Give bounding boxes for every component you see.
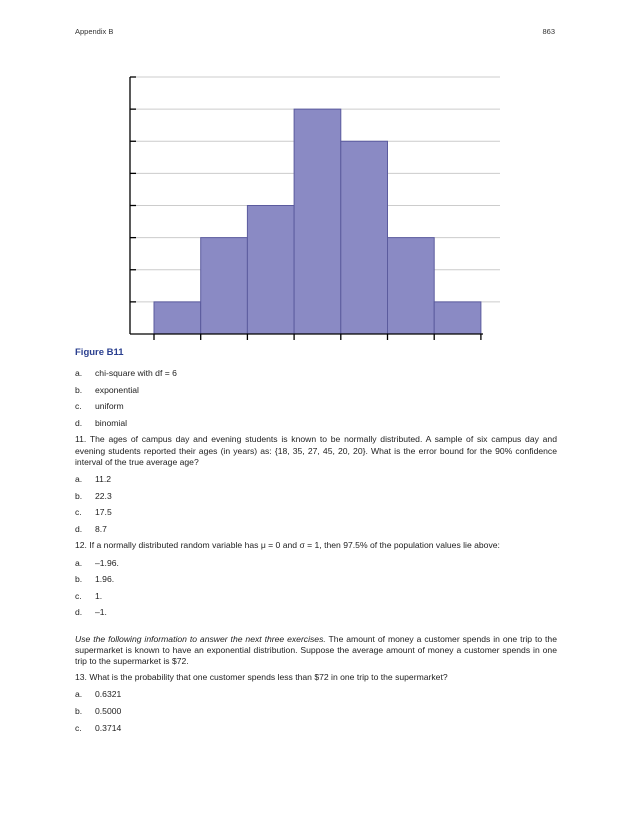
option-text: 22.3	[95, 490, 112, 501]
histogram-bar	[388, 238, 435, 334]
figure-caption: Figure B11	[75, 347, 124, 358]
q10-option-a	[75, 368, 557, 379]
option-letter: a.	[75, 473, 83, 484]
option-letter: d.	[75, 607, 83, 618]
option-text: chi-square with df = 6	[95, 368, 177, 378]
q12-option-a	[75, 558, 557, 569]
q10-option-b	[75, 385, 557, 396]
histogram-bar	[294, 109, 341, 334]
option-letter: c.	[75, 722, 82, 733]
q10-option-d	[75, 418, 557, 429]
option-letter: c.	[75, 401, 82, 412]
option-letter: b.	[75, 574, 83, 585]
histogram-bar	[201, 238, 248, 334]
page-number: 863	[542, 27, 555, 36]
q13-option-b	[75, 706, 557, 717]
option-letter: a.	[75, 557, 83, 568]
histogram-bar	[341, 141, 388, 334]
q12-option-c	[75, 591, 557, 602]
q11-option-d	[75, 524, 557, 535]
option-letter: d.	[75, 417, 83, 428]
q11-option-c	[75, 507, 557, 518]
intro-text: The amount of money a customer spends in one trip to the supermarket is known to have an exponential distribution. Suppose the average amount of money a customer spends in one trip to the supermarket is $72.	[75, 633, 557, 666]
q13-option-a	[75, 689, 557, 700]
question-13: 13. What is the probability that one customer spends less than $72 in one trip to the supermarket?	[75, 672, 448, 683]
option-text: –1.96.	[95, 557, 119, 568]
option-text: 1.	[95, 590, 103, 601]
option-letter: d.	[75, 523, 83, 534]
histogram-bar	[434, 302, 481, 334]
option-letter: b.	[75, 705, 83, 716]
option-text: binomial	[95, 417, 128, 428]
q11-option-a	[75, 474, 557, 485]
option-text: 0.3714	[95, 722, 122, 733]
histogram-bar	[154, 302, 201, 334]
option-letter: a.	[75, 368, 83, 378]
option-text: 0.5000	[95, 705, 122, 716]
intro-italic: Use the following information to answer the next three exercises.	[75, 633, 326, 644]
question-11: 11. The ages of campus day and evening students is known to be normally distributed. A sample of six campus day and evening students reported their ages (in years) as: {18, 35, 27, 45, 20, 20}. What is the error bound for the 90% confidence interval of the true average age?	[75, 434, 557, 467]
running-header-left: Appendix B	[75, 27, 114, 36]
histogram-chart	[118, 68, 508, 348]
option-letter: a.	[75, 689, 83, 700]
question-12: 12. If a normally distributed random variable has μ = 0 and σ = 1, then 97.5% of the population values lie above:	[75, 540, 500, 551]
q10-option-c	[75, 401, 557, 412]
histogram-bar	[247, 206, 294, 335]
option-letter: b.	[75, 384, 83, 395]
option-text: 0.6321	[95, 689, 122, 700]
option-letter: c.	[75, 507, 82, 518]
q13-option-c	[75, 723, 557, 734]
option-text: uniform	[95, 401, 124, 412]
q12-option-d	[75, 607, 557, 618]
q12-option-b	[75, 574, 557, 585]
option-letter: c.	[75, 590, 82, 601]
option-text: 11.2	[95, 473, 112, 484]
exercise-content	[75, 368, 557, 739]
option-text: 8.7	[95, 523, 107, 534]
option-text: exponential	[95, 384, 139, 395]
option-text: 17.5	[95, 507, 112, 518]
q11-option-b	[75, 491, 557, 502]
option-letter: b.	[75, 490, 83, 501]
option-text: 1.96.	[95, 574, 115, 585]
exercise-intro	[75, 634, 557, 668]
option-text: –1.	[95, 607, 107, 618]
